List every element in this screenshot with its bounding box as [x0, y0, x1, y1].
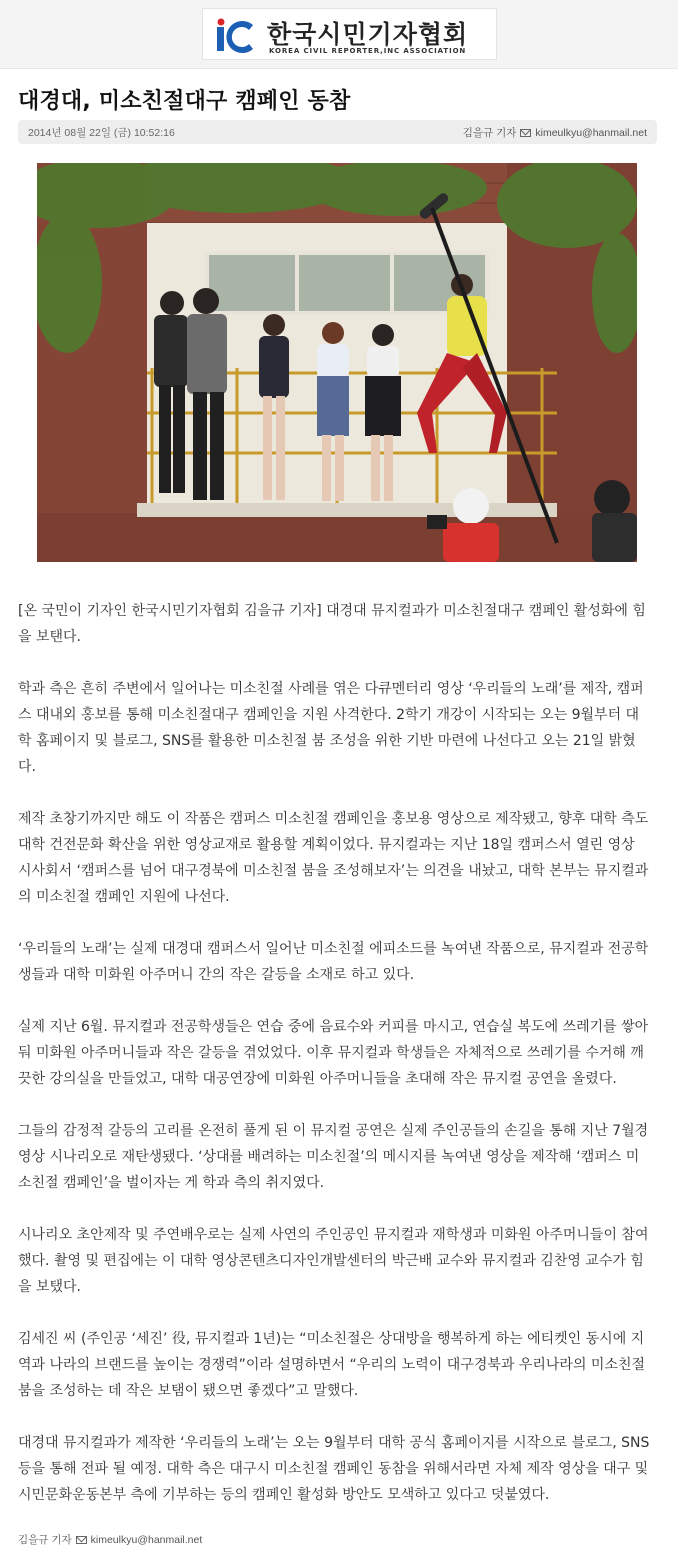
logo-mark-icon — [213, 17, 263, 55]
author-email[interactable]: kimeulkyu@hanmail.net — [535, 126, 647, 139]
logo-korean-name: 한국시민기자협회 — [267, 20, 469, 49]
article-byline — [463, 125, 647, 140]
footer-author-name: 김을규 기자 — [18, 1534, 72, 1546]
article-body — [18, 598, 652, 1534]
header-divider — [0, 68, 678, 69]
article-paragraph: 그들의 감정적 갈등의 고리를 온전히 풀게 된 이 뮤지컬 공연은 실제 주인공들의 손길을 통해 지난 7월경 영상 시나리오로 재탄생됐다. ‘상대를 배려하는 미소친절’의 메시지를 녹여낸 영상을 제작해 ‘캠퍼스 미소친절 캠페인’을 벌이자는 게 학과 측의 취지였다. — [18, 1123, 649, 1191]
article-paragraph: 대경대 뮤지컬과가 제작한 ‘우리들의 노래’는 오는 9월부터 대학 공식 홈페이지를 시작으로 블로그, SNS 등을 통해 전파 될 예정. 대학 측은 대구시 미소친절 캠페인 동참을 위해서라면 자체 제작 영상을 대구 및 시민문화운동본부 측에 기부하는 등의 캠페인 활성화 방안도 모색하고 있다고 덧붙였다. — [18, 1435, 650, 1503]
footer-byline — [18, 1532, 202, 1547]
mail-icon[interactable] — [520, 129, 531, 137]
logo-english-name: KOREA CIVIL REPORTER,INC ASSOCIATION — [269, 47, 467, 55]
article-paragraph: 시나리오 초안제작 및 주연배우로는 실제 사연의 주인공인 뮤지컬과 재학생과 미화원 아주머니들이 참여했다. 촬영 및 편집에는 이 대학 영상콘텐츠디자인개발센터의 박근배 교수와 뮤지컬과 김찬영 교수가 힘을 보탰다. — [18, 1227, 649, 1295]
article-date: 2014년 08월 22일 (금) 10:52:16 — [28, 127, 175, 139]
footer-author-email[interactable]: kimeulkyu@hanmail.net — [90, 1533, 203, 1546]
article-paragraph: [온 국민이 기자인 한국시민기자협회 김을규 기자] 대경대 뮤지컬과가 미소친절대구 캠페인 활성화에 힘을 보탠다. — [18, 603, 646, 645]
article-photo — [37, 163, 637, 562]
site-logo[interactable] — [202, 8, 497, 60]
article-title: 대경대, 미소친절대구 캠페인 동참 — [18, 89, 351, 114]
mail-icon[interactable] — [76, 1536, 87, 1544]
article-meta-bar — [18, 120, 657, 144]
article-paragraph: ‘우리들의 노래’는 실제 대경대 캠퍼스서 일어난 미소친절 에피소드를 녹여낸 작품으로, 뮤지컬과 전공학생들과 대학 미화원 아주머니 간의 작은 갈등을 소재로 하고 있다. — [18, 941, 649, 983]
author-name: 김을규 기자 — [462, 127, 517, 139]
article-paragraph: 학과 측은 흔히 주변에서 일어나는 미소친절 사례를 엮은 다큐멘터리 영상 ‘우리들의 노래’를 제작, 캠퍼스 대내외 홍보를 통해 미소친절대구 캠페인을 지원 사격한다. 2학기 개강이 시작되는 오는 9월부터 대학 홈페이지 및 블로그, SNS를 활용한 미소친절 붐 조성을 위한 기반 마련에 나선다고 오는 21일 밝혔다. — [18, 681, 644, 775]
site-header — [0, 0, 678, 68]
article-paragraph: 제작 초창기까지만 해도 이 작품은 캠퍼스 미소친절 캠페인을 홍보용 영상으로 제작됐고, 향후 대학 측도 대학 건전문화 확산을 위한 영상교재로 활용할 계획이었다. 뮤지컬과는 지난 18일 캠퍼스서 열린 영상 시사회서 ‘캠퍼스를 넘어 대구경북에 미소친절 붐을 조성해보자’는 의견을 내놨고, 대학 본부는 뮤지컬과의 미소친절 캠페인 지원에 나선다. — [18, 811, 649, 905]
article-paragraph: 실제 지난 6월. 뮤지컬과 전공학생들은 연습 중에 음료수와 커피를 마시고, 연습실 복도에 쓰레기를 쌓아둬 미화원 아주머니들과 작은 갈등을 겪었었다. 이후 뮤지컬과 학생들은 자체적으로 쓰레기를 수거해 깨끗한 강의실을 만들었고, 대학 대공연장에 미화원 아주머니들을 초대해 작은 뮤지컬 공연을 올렸다. — [18, 1019, 649, 1087]
article-paragraph: 김세진 씨 (주인공 ‘세진’ 役, 뮤지컬과 1년)는 “미소친절은 상대방을 행복하게 하는 에티켓인 동시에 지역과 나라의 브랜드를 높이는 경쟁력”이라 설명하면서 “우리의 노력이 대구경북과 우리나라의 미소친절 붐을 조성하는 데 작은 보탬이 됐으면 좋겠다”고 말했다. — [18, 1331, 646, 1399]
